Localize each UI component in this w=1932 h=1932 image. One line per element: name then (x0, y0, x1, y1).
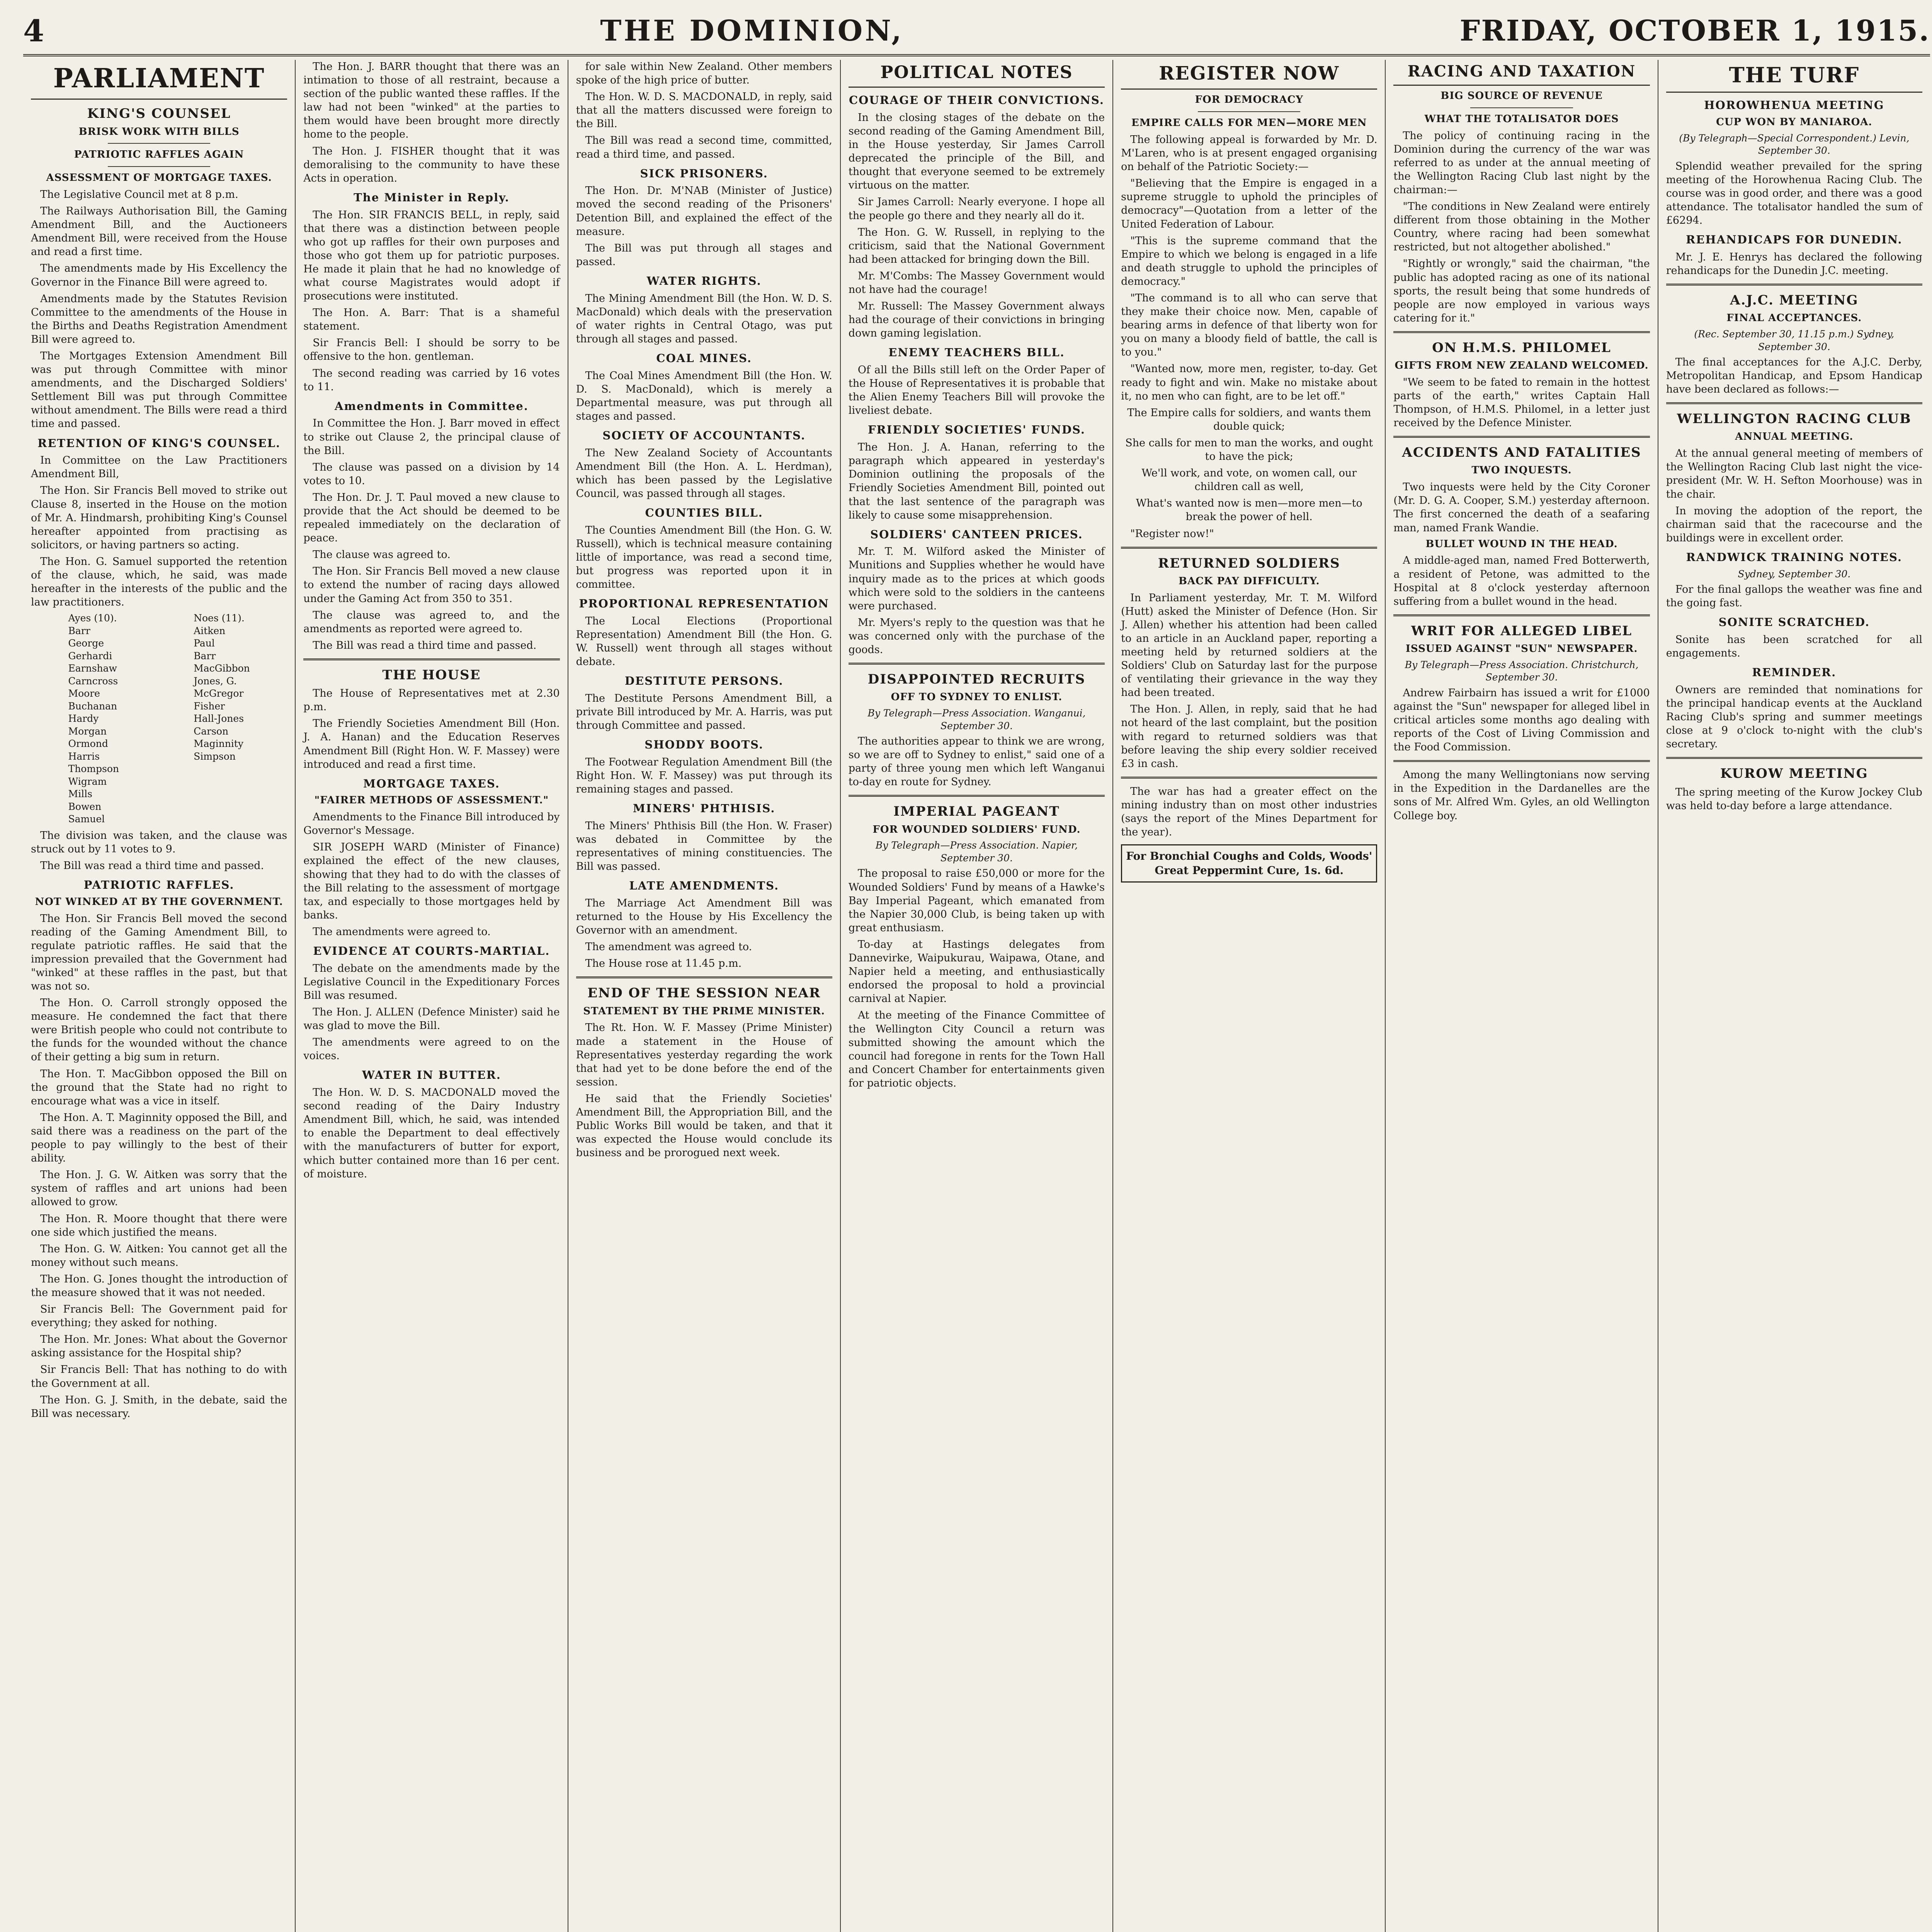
paragraph: Splendid weather prevailed for the spring meeting of the Horowhenua Racing Club. The course was in good order, and there was a good attendance. The totalisator handled the sum of £6294. (1666, 160, 1922, 227)
deck: "FAIRER METHODS OF ASSESSMENT." (314, 794, 549, 806)
paragraph: Among the many Wellingtonians now serving in the Expedition in the Dardanelles are the sons of Mr. Alfred Wm. Gyles, an old Wellington College boy. (1393, 769, 1650, 822)
paragraph: The Miners' Phthisis Bill (the Hon. W. Fraser) was debated in Committee by the representatives of mining constituencies. The Bill was passed. (576, 820, 832, 873)
paragraph: The amendments were agreed to. (313, 925, 491, 938)
divider (849, 795, 1105, 797)
paragraph: For the final gallops the weather was fine and the going fast. (1666, 583, 1922, 609)
article-heading: SHODDY BOOTS. (645, 738, 764, 752)
article-heading: SICK PRISONERS. (640, 167, 768, 180)
article-heading: REMINDER. (1752, 666, 1837, 679)
ayes-member: Samuel (68, 813, 105, 825)
paragraph: The Mining Amendment Bill (the Hon. W. D. S. MacDonald) which deals with the preservation of water rights in Central Otago, was put through all stages and passed. (576, 292, 832, 345)
paragraph: The Bill was put through all stages and passed. (576, 242, 832, 268)
paragraph: The Hon. G. W. Aitken: You cannot get all the money without such means. (31, 1243, 287, 1269)
deck: NOT WINKED AT BY THE GOVERNMENT. (35, 896, 283, 908)
paragraph: Amendments to the Finance Bill introduced by Governor's Message. (303, 811, 560, 837)
article-heading: LATE AMENDMENTS. (629, 879, 779, 893)
divider (1393, 436, 1650, 438)
paragraph: The second reading was carried by 16 votes to 11. (303, 367, 560, 393)
deck: FOR WOUNDED SOLDIERS' FUND. (872, 823, 1081, 835)
paragraph: The Hon. SIR FRANCIS BELL, in reply, said that there was a distinction between people who got up raffles for their own purposes and those who got them up for patriotic purposes. He made it plain that he had no knowledge of what course Magistrates would adopt if prosecutions were instituted. (303, 209, 560, 303)
article-heading: ACCIDENTS AND FATALITIES (1402, 445, 1641, 461)
article-heading: WATER RIGHTS. (646, 274, 762, 287)
divider (108, 143, 210, 144)
article-heading: HOROWHENUA MEETING (1704, 99, 1884, 112)
paragraph: Sir Francis Bell: I should be sorry to be offensive to the hon. gentleman. (303, 337, 560, 363)
ayes-list (68, 612, 119, 826)
column-political-notes (841, 60, 1113, 1932)
paragraph: The Hon. J. Allen, in reply, said that he had not heard of the last complaint, but the position with regard to returned soldiers was that before leaving the ship every soldier received £3 in cash. (1121, 703, 1378, 770)
section-heading: POLITICAL NOTES (849, 61, 1105, 88)
noes-member: Jones, G. (194, 675, 237, 687)
paragraph: In Committee the Hon. J. Barr moved in effect to strike out Clause 2, the principal clause of the Bill. (303, 417, 560, 457)
paragraph: Sir Francis Bell: The Government paid for everything; they asked for nothing. (31, 1303, 287, 1329)
paragraph: "This is the supreme command that the Empire to which we belong is engaged in a life and death struggle to uphold the principles of democracy." (1121, 235, 1378, 287)
article-heading: IMPERIAL PAGEANT (893, 804, 1060, 820)
paragraph: Owners are reminded that nominations for the principal handicap events at the Auckland Racing Club's spring and summer meetings close at 9 o'clock to-night with the club's secretary. (1666, 684, 1922, 750)
ayes-member: Morgan (68, 725, 107, 737)
paragraph: The Mortgages Extension Amendment Bill was put through Committee with minor amendments, and the Discharged Soldiers' Settlement Bill was put through Committee without amendment. The Bills were read a third time and passed. (31, 350, 287, 430)
article-heading: RETURNED SOLDIERS (1158, 555, 1340, 571)
article-heading: PROPORTIONAL REPRESENTATION (579, 597, 829, 611)
paragraph: The policy of continuing racing in the Dominion during the currency of the war was referred to as under at the annual meeting of the Wellington Racing Club last night by the chairman:— (1393, 129, 1650, 196)
dateline: (Rec. September 30, 11.15 p.m.) Sydney, September 30. (1694, 328, 1895, 352)
paragraph: Mr. T. M. Wilford asked the Minister of Munitions and Supplies whether he would have inquiry made as to the prices at which goods which were sold to the soldiers in the canteens were purchased. (848, 546, 1105, 612)
paragraph: A middle-aged man, named Fred Botterwerth, a resident of Petone, was admitted to the Hospital at 8 o'clock yesterday afternoon suffering from a bullet wound in the head. (1393, 554, 1650, 607)
paragraph: The Hon. J. A. Hanan, referring to the paragraph which appeared in yesterday's Dominion outlining the proposals of the Friendly Societies Amendment Bill, pointed out that the last sentence of the paragraph was likely to cause some misapprehension. (848, 441, 1105, 521)
noes-member: Fisher (194, 700, 225, 712)
paragraph: The amendments made by His Excellency the Governor in the Finance Bill were agreed to. (31, 262, 287, 288)
article-heading: COUNTIES BILL. (645, 506, 763, 520)
verse-line: She calls for men to man the works, and ought to have the pick; (1125, 437, 1373, 463)
article-heading: ON H.M.S. PHILOMEL (1432, 340, 1611, 355)
deck: OFF TO SYDNEY TO ENLIST. (891, 691, 1063, 703)
paragraph: Sir James Carroll: Nearly everyone. I hope all the people go there and they nearly all do it. (848, 196, 1105, 222)
deck: CUP WON BY MANIAROA. (1716, 116, 1872, 128)
paragraph: "Believing that the Empire is engaged in a supreme struggle to uphold the principles of democracy"—Quotation from a letter of the United Federation of Labour. (1121, 177, 1378, 230)
divider (303, 658, 560, 660)
noes-member: Paul (194, 638, 215, 649)
paragraph: The Hon. R. Moore thought that there were one side which justified the means. (31, 1213, 287, 1238)
paragraph: The clause was passed on a division by 14 votes to 10. (303, 461, 560, 487)
paragraph: The Hon. T. MacGibbon opposed the Bill on the ground that the State had no right to encourage what was a vice in itself. (31, 1068, 287, 1107)
paragraph: The Hon. G. J. Smith, in the debate, said the Bill was necessary. (31, 1394, 287, 1420)
paragraph: The authorities appear to think we are wrong, so we are off to Sydney to enlist," said one of a party of three young men which left Wanganui to-day en route for Sydney. (848, 735, 1105, 788)
deck: PATRIOTIC RAFFLES AGAIN (74, 149, 244, 161)
paragraph: The Local Elections (Proportional Representation) Amendment Bill (the Hon. G. W. Russell) went through all stages without debate. (576, 615, 832, 668)
article-heading: COAL MINES. (656, 351, 752, 365)
paragraph: Sonite has been scratched for all engagements. (1666, 633, 1922, 660)
divider (108, 166, 210, 167)
deck: BULLET WOUND IN THE HEAD. (1425, 538, 1618, 550)
article-heading: REHANDICAPS FOR DUNEDIN. (1686, 233, 1903, 247)
dateline: Sydney, September 30. (1738, 568, 1851, 580)
article-heading: END OF THE SESSION NEAR (587, 985, 821, 1001)
dateline: By Telegraph—Press Association. Napier, September 30. (875, 840, 1078, 864)
paragraph: The Bill was read a third time and passed. (40, 859, 264, 872)
deck: BIG SOURCE OF REVENUE (1440, 90, 1603, 102)
noes-list (194, 612, 250, 826)
paragraph: The Hon. J. BARR thought that there was an intimation to those of all restraint, because a section of the public wanted these raffles. If the law had not been "winked" at the parties to them would have been brought more directly home to the people. (303, 61, 560, 141)
divider (1666, 402, 1922, 404)
paragraph: for sale within New Zealand. Other members spoke of the high price of butter. (576, 61, 832, 87)
divider (1666, 757, 1922, 759)
article-heading: SOCIETY OF ACCOUNTANTS. (602, 429, 806, 442)
article-heading: COURAGE OF THEIR CONVICTIONS. (849, 94, 1104, 107)
ayes-member: Carncross (68, 675, 118, 687)
column-racing-taxation (1386, 60, 1658, 1932)
paragraph: Two inquests were held by the City Coroner (Mr. D. G. A. Cooper, S.M.) yesterday afternoon. The first concerned the death of a seafaring man, named Frank Wandie. (1393, 481, 1650, 534)
ayes-member: Wigram (68, 776, 107, 787)
noes-member: Carson (194, 725, 229, 737)
article-heading: PATRIOTIC RAFFLES. (83, 878, 235, 892)
paragraph: The Coal Mines Amendment Bill (the Hon. W. D. S. MacDonald), which is merely a Departmental measure, was put through all stages and passed. (576, 369, 832, 422)
paragraph: "Rightly or wrongly," said the chairman, "the public has adopted racing as one of its national sports, the result being that some hundreds of people are now employed in various ways catering for it." (1393, 258, 1650, 324)
ayes-member: Moore (68, 688, 100, 699)
paragraph: The Hon. Sir Francis Bell moved a new clause to extend the number of racing days allowed under the Gaming Act from 350 to 351. (303, 565, 560, 605)
page-number: 4 (23, 13, 44, 49)
newspaper-title: THE DOMINION, (600, 14, 904, 48)
article-heading: MORTGAGE TAXES. (363, 777, 500, 790)
ayes-member: Buchanan (68, 700, 117, 712)
paragraph: The Hon. W. D. S. MACDONALD moved the second reading of the Dairy Industry Amendment Bill, which, he said, was intended to enable the Department to deal effectively with the manufacturers of butter for export, which butter contained more than 16 per cent. of moisture. (303, 1087, 560, 1180)
paragraph: To-day at Hastings delegates from Dannevirke, Waipukurau, Waipawa, Otane, and Napier held a meeting, and enthusiastically endorsed the proposal to hold a provincial carnival at Napier. (848, 938, 1105, 1005)
ayes-member: Bowen (68, 801, 102, 812)
verse-line: What's wanted now is men—more men—to break the power of hell. (1136, 497, 1362, 523)
section-heading: PARLIAMENT (31, 61, 287, 100)
paragraph: "The conditions in New Zealand were entirely different from those obtaining in the Mother Country, where racing had been somewhat restricted, but not altogether abolished." (1393, 201, 1650, 253)
paragraph: The Counties Amendment Bill (the Hon. G. W. Russell), which is technical measure containing little of importance, was read a second time, but progress was reported upon it in committee. (576, 524, 832, 591)
paragraph: The Bill was read a third time and passed. (313, 639, 537, 651)
paragraph: The Hon. Dr. M'NAB (Minister of Justice) moved the second reading of the Prisoners' Detention Bill, and explained the effect of the measure. (576, 185, 832, 238)
divider (1666, 284, 1922, 286)
ayes-member: Earnshaw (68, 663, 117, 674)
paragraph: Sir Francis Bell: That has nothing to do with the Government at all. (31, 1364, 287, 1389)
paragraph: The proposal to raise £50,000 or more for the Wounded Soldiers' Fund by means of a Hawke's Bay Imperial Pageant, which emanated from the Napier 30,000 Club, is being taken up with great enthusiasm. (848, 867, 1105, 934)
ayes-member: Thompson (68, 763, 119, 775)
paragraph: The debate on the amendments made by the Legislative Council in the Expeditionary Forces Bill was resumed. (303, 962, 560, 1002)
paragraph: Amendments made by the Statutes Revision Committee to the amendments of the House in the Births and Deaths Registration Amendment Bill were agreed to. (31, 293, 287, 345)
paragraph: The Hon. Sir Francis Bell moved to strike out Clause 8, inserted in the House on the motion of Mr. A. Hindmarsh, prohibiting King's Counsel hereafter appointed from practising as solicitors, or having partners so acting. (31, 485, 287, 551)
paragraph: The following appeal is forwarded by Mr. D. M'Laren, who is at present engaged organising on behalf of the Patriotic Society:— (1121, 133, 1378, 173)
paragraph: In Parliament yesterday, Mr. T. M. Wilford (Hutt) asked the Minister of Defence (Hon. Sir J. Allen) whether his attention had been called to an article in an Auckland paper, reporting a meeting held by returned soldiers at the Soldiers' Club on Saturday last for the purpose of ventilating their grievance in the way they had been treated. (1121, 592, 1378, 699)
columns (23, 60, 1930, 1932)
ayes-member: George (68, 638, 104, 649)
article-heading: ENEMY TEACHERS BILL. (888, 346, 1065, 359)
article-heading: EVIDENCE AT COURTS-MARTIAL. (313, 944, 550, 958)
paragraph: The Marriage Act Amendment Bill was returned to the House by His Excellency the Governor with an amendment. (576, 897, 832, 937)
deck: TWO INQUESTS. (1471, 464, 1572, 476)
divider (576, 976, 832, 978)
column-register-now (1113, 60, 1386, 1932)
article-heading: A.J.C. MEETING (1730, 293, 1859, 308)
paragraph: The Hon. G. Samuel supported the retention of the clause, which, he said, was made hereafter in the interests of the public and the law practitioners. (31, 555, 287, 609)
paragraph: Of all the Bills still left on the Order Paper of the House of Representatives it is probable that the Alien Enemy Teachers Bill will provoke the liveliest debate. (848, 364, 1105, 417)
paragraph: He said that the Friendly Societies' Amendment Bill, the Appropriation Bill, and the Public Works Bill would be taken, and that it was expected the House would conclude its business and be prorogued next week. (576, 1092, 832, 1159)
noes-member: McGregor (194, 688, 244, 699)
noes-member: Barr (194, 650, 216, 662)
section-heading: THE TURF (1666, 61, 1922, 93)
paragraph: The Hon. Sir Francis Bell moved the second reading of the Gaming Amendment Bill, to regulate patriotic raffles. He said that the impression prevailed that the Government had "winked" at these raffles in the past, but that was not so. (31, 912, 287, 993)
deck: BRISK WORK WITH BILLS (78, 126, 240, 138)
ayes-member: Ormond (68, 738, 108, 750)
article-heading: MINERS' PHTHISIS. (633, 802, 776, 815)
division-list (31, 612, 287, 826)
column-parliament (23, 60, 296, 1932)
deck: BACK PAY DIFFICULTY. (1178, 575, 1320, 587)
divider (1393, 331, 1650, 333)
paragraph: The final acceptances for the A.J.C. Derby, Metropolitan Handicap, and Epsom Handicap have been declared as follows:— (1666, 356, 1922, 396)
paragraph: At the meeting of the Finance Committee of the Wellington City Council a return was submitted showing the amount which the council had foregone in rents for the Town Hall and Concert Chamber for entertainments given for patriotic objects. (848, 1009, 1105, 1089)
paragraph: The House of Representatives met at 2.30 p.m. (303, 687, 560, 713)
article-heading: RETENTION OF KING'S COUNSEL. (37, 436, 281, 450)
article-heading: DISAPPOINTED RECRUITS (867, 672, 1086, 687)
article-heading: KUROW MEETING (1720, 766, 1868, 782)
divider (1121, 777, 1377, 779)
deck: FOR DEMOCRACY (1195, 94, 1303, 106)
section-heading: RACING AND TAXATION (1393, 61, 1650, 86)
dateline: By Telegraph—Press Association. Wanganui, September 30. (867, 707, 1086, 731)
ayes-label: Ayes (10). (68, 612, 117, 624)
paragraph: The Bill was read a second time, committed, read a third time, and passed. (576, 134, 832, 160)
deck: GIFTS FROM NEW ZEALAND WELCOMED. (1395, 360, 1649, 372)
ayes-member: Harris (68, 750, 100, 762)
noes-member: Maginnity (194, 738, 243, 750)
paragraph: Mr. Russell: The Massey Government always had the courage of their convictions in bringing down gaming legislation. (848, 300, 1105, 340)
paragraph: "Register now!" (1130, 527, 1214, 540)
paragraph: The New Zealand Society of Accountants Amendment Bill (the Hon. A. L. Herdman), which has been passed by the Legislative Council, was passed through all stages. (576, 447, 832, 500)
paragraph: "We seem to be fated to remain in the hottest parts of the earth," writes Captain Hall Thompson, of H.M.S. Philomel, in a letter just received by the Defence Minister. (1393, 376, 1650, 429)
paragraph: The Legislative Council met at 8 p.m. (40, 188, 238, 201)
paragraph: At the annual general meeting of members of the Wellington Racing Club last night the vice-president (Mr. W. H. Sefton Moorhouse) was in the chair. (1666, 447, 1922, 500)
divider (1470, 107, 1573, 108)
paragraph: The Footwear Regulation Amendment Bill (the Right Hon. W. F. Massey) was put through its remaining stages and passed. (576, 756, 832, 796)
paragraph: Mr. J. E. Henrys has declared the following rehandicaps for the Dunedin J.C. meeting. (1666, 251, 1922, 277)
noes-member: Simpson (194, 750, 236, 762)
noes-member: Aitken (194, 625, 226, 636)
deck: WHAT THE TOTALISATOR DOES (1424, 113, 1619, 125)
article-heading: DESTITUTE PERSONS. (624, 674, 784, 688)
divider (1393, 760, 1650, 762)
deck: ISSUED AGAINST "SUN" NEWSPAPER. (1405, 643, 1638, 655)
paragraph: The House rose at 11.45 p.m. (585, 957, 742, 970)
divider (1198, 111, 1300, 112)
ayes-member: Barr (68, 625, 90, 636)
article-heading: SOLDIERS' CANTEEN PRICES. (870, 527, 1083, 541)
article-heading: THE HOUSE (382, 667, 481, 683)
noes-member: MacGibbon (194, 663, 250, 674)
column-bills (568, 60, 841, 1932)
article-heading: Amendments in Committee. (335, 399, 529, 413)
deck: ASSESSMENT OF MORTGAGE TAXES. (46, 172, 272, 184)
article-heading: The Minister in Reply. (354, 190, 510, 204)
paragraph: The amendment was agreed to. (585, 941, 752, 953)
paragraph: In the closing stages of the debate on the second reading of the Gaming Amendment Bill, in the House yesterday, Sir James Carroll deprecated the principle of the Bill, and thought that everyone seemed to be extremely virtuous on the matter. (848, 111, 1105, 192)
article-heading: WRIT FOR ALLEGED LIBEL (1411, 623, 1633, 639)
section-heading: REGISTER NOW (1121, 61, 1377, 90)
article-heading: WATER IN BUTTER. (362, 1068, 501, 1082)
paragraph: "The command is to all who can serve that they make their choice now. Men, capable of bearing arms in defence of that liberty won for you on many a bloody field of battle, the call is to you." (1121, 292, 1378, 359)
paragraph: The Friendly Societies Amendment Bill (Hon. J. A. Hanan) and the Education Reserves Amendment Bill (Right Hon. W. F. Massey) were introduced and read a first time. (303, 718, 560, 770)
paragraph: The Destitute Persons Amendment Bill, a private Bill introduced by Mr. A. Harris, was put through Committee and passed. (576, 692, 832, 732)
noes-member: Hall-Jones (194, 713, 244, 724)
article-heading: FRIENDLY SOCIETIES' FUNDS. (867, 423, 1085, 437)
paragraph: In Committee on the Law Practitioners Amendment Bill, (31, 454, 287, 480)
deck: STATEMENT BY THE PRIME MINISTER. (583, 1005, 825, 1017)
paragraph: The spring meeting of the Kurow Jockey Club was held to-day before a large attendance. (1666, 786, 1922, 812)
paragraph: The Hon. A. T. Maginnity opposed the Bill, and said there was a readiness on the part of the people to pay willingly to the best of their ability. (31, 1111, 287, 1165)
paragraph: The Hon. O. Carroll strongly opposed the measure. He condemned the fact that there were British people who could not contribute to the funds for the wounded without the chance of their getting a big sum in return. (31, 997, 287, 1063)
ayes-member: Hardy (68, 713, 99, 724)
divider (1121, 547, 1377, 549)
issue-date: FRIDAY, OCTOBER 1, 1915. (1459, 14, 1930, 48)
paragraph: The war has had a greater effect on the mining industry than on most other industries (says the report of the Mines Department for the year). (1121, 785, 1378, 838)
column-parliament-continued (296, 60, 568, 1932)
paragraph: The Hon. G. W. Russell, in replying to the criticism, said that the National Government had been attacked for bringing down the Bill. (848, 226, 1105, 265)
article-heading: SONITE SCRATCHED. (1718, 616, 1870, 629)
paragraph: The division was taken, and the clause was struck out by 11 votes to 9. (31, 829, 287, 855)
paragraph: The clause was agreed to, and the amendments as reported were agreed to. (303, 609, 560, 635)
paragraph: Andrew Fairbairn has issued a writ for £1000 against the "Sun" newspaper for alleged libel in critical articles some months ago dealing with reports of the Cost of Living Commission and the Food Commission. (1393, 687, 1650, 753)
deck: EMPIRE CALLS FOR MEN—MORE MEN (1131, 117, 1367, 129)
paragraph: The Hon. J. ALLEN (Defence Minister) said he was glad to move the Bill. (303, 1006, 560, 1032)
paragraph: The Hon. G. Jones thought the introduction of the measure showed that it was not needed. (31, 1273, 287, 1299)
paragraph: SIR JOSEPH WARD (Minister of Finance) explained the effect of the new clauses, showing that they had to do with the classes of the Bill relating to the assessment of mortgage tax, and especially to those mortgages held by banks. (303, 841, 560, 921)
divider (1393, 614, 1650, 616)
paragraph: The clause was agreed to. (313, 549, 451, 561)
paragraph: The amendments were agreed to on the voices. (303, 1036, 560, 1062)
ayes-member: Gerhardi (68, 650, 112, 662)
deck: FINAL ACCEPTANCES. (1726, 312, 1862, 324)
deck: ANNUAL MEETING. (1735, 431, 1854, 443)
verse-line: The Empire calls for soldiers, and wants them double quick; (1127, 406, 1371, 432)
paragraph: The Railways Authorisation Bill, the Gaming Amendment Bill, and the Auctioneers Amendment Bill, were received from the House and read a first time. (31, 205, 287, 258)
column-the-turf (1658, 60, 1930, 1932)
paragraph: The Hon. W. D. S. MACDONALD, in reply, said that all the matters discussed were foreign to the Bill. (576, 91, 832, 130)
paragraph: The Hon. J. G. W. Aitken was sorry that the system of raffles and art unions had been allowed to grow. (31, 1169, 287, 1208)
paragraph: Mr. M'Combs: The Massey Government would not have had the courage! (848, 270, 1105, 296)
paragraph: Mr. Myers's reply to the question was that he was concerned only with the purchase of the goods. (848, 616, 1105, 656)
paragraph: In moving the adoption of the report, the chairman said that the racecourse and the buildings were in excellent order. (1666, 505, 1922, 544)
divider (849, 663, 1105, 665)
dateline: By Telegraph—Press Association. Christchurch, September 30. (1405, 659, 1639, 683)
article-heading: WELLINGTON RACING CLUB (1677, 411, 1912, 427)
article-heading: KING'S COUNSEL (87, 106, 231, 122)
dateline: (By Telegraph—Special Correspondent.) Levin, September 30. (1679, 132, 1910, 156)
paragraph: The Hon. Dr. J. T. Paul moved a new clause to provide that the Act should be deemed to be repealed immediately on the declaration of peace. (303, 491, 560, 544)
ayes-member: Mills (68, 788, 92, 800)
masthead (23, 8, 1930, 56)
paragraph: The Hon. Mr. Jones: What about the Governor asking assistance for the Hospital ship? (31, 1333, 287, 1359)
noes-label: Noes (11). (194, 612, 245, 624)
paragraph: The Rt. Hon. W. F. Massey (Prime Minister) made a statement in the House of Representatives yesterday regarding the work that had yet to be done before the end of the session. (576, 1022, 832, 1088)
paragraph: The Hon. J. FISHER thought that it was demoralising to the community to have these Acts in operation. (303, 145, 560, 184)
verse-line: We'll work, and vote, on women call, our children call as well, (1141, 467, 1357, 493)
paragraph: The Hon. A. Barr: That is a shameful statement. (303, 307, 560, 333)
advertisement: For Bronchial Coughs and Colds, Woods' Great Peppermint Cure, 1s. 6d. (1121, 844, 1377, 883)
article-heading: RANDWICK TRAINING NOTES. (1686, 550, 1903, 564)
paragraph: "Wanted now, more men, register, to-day. Get ready to fight and win. Make no mistake about it, no men who can fight, are to be let off." (1121, 363, 1378, 402)
